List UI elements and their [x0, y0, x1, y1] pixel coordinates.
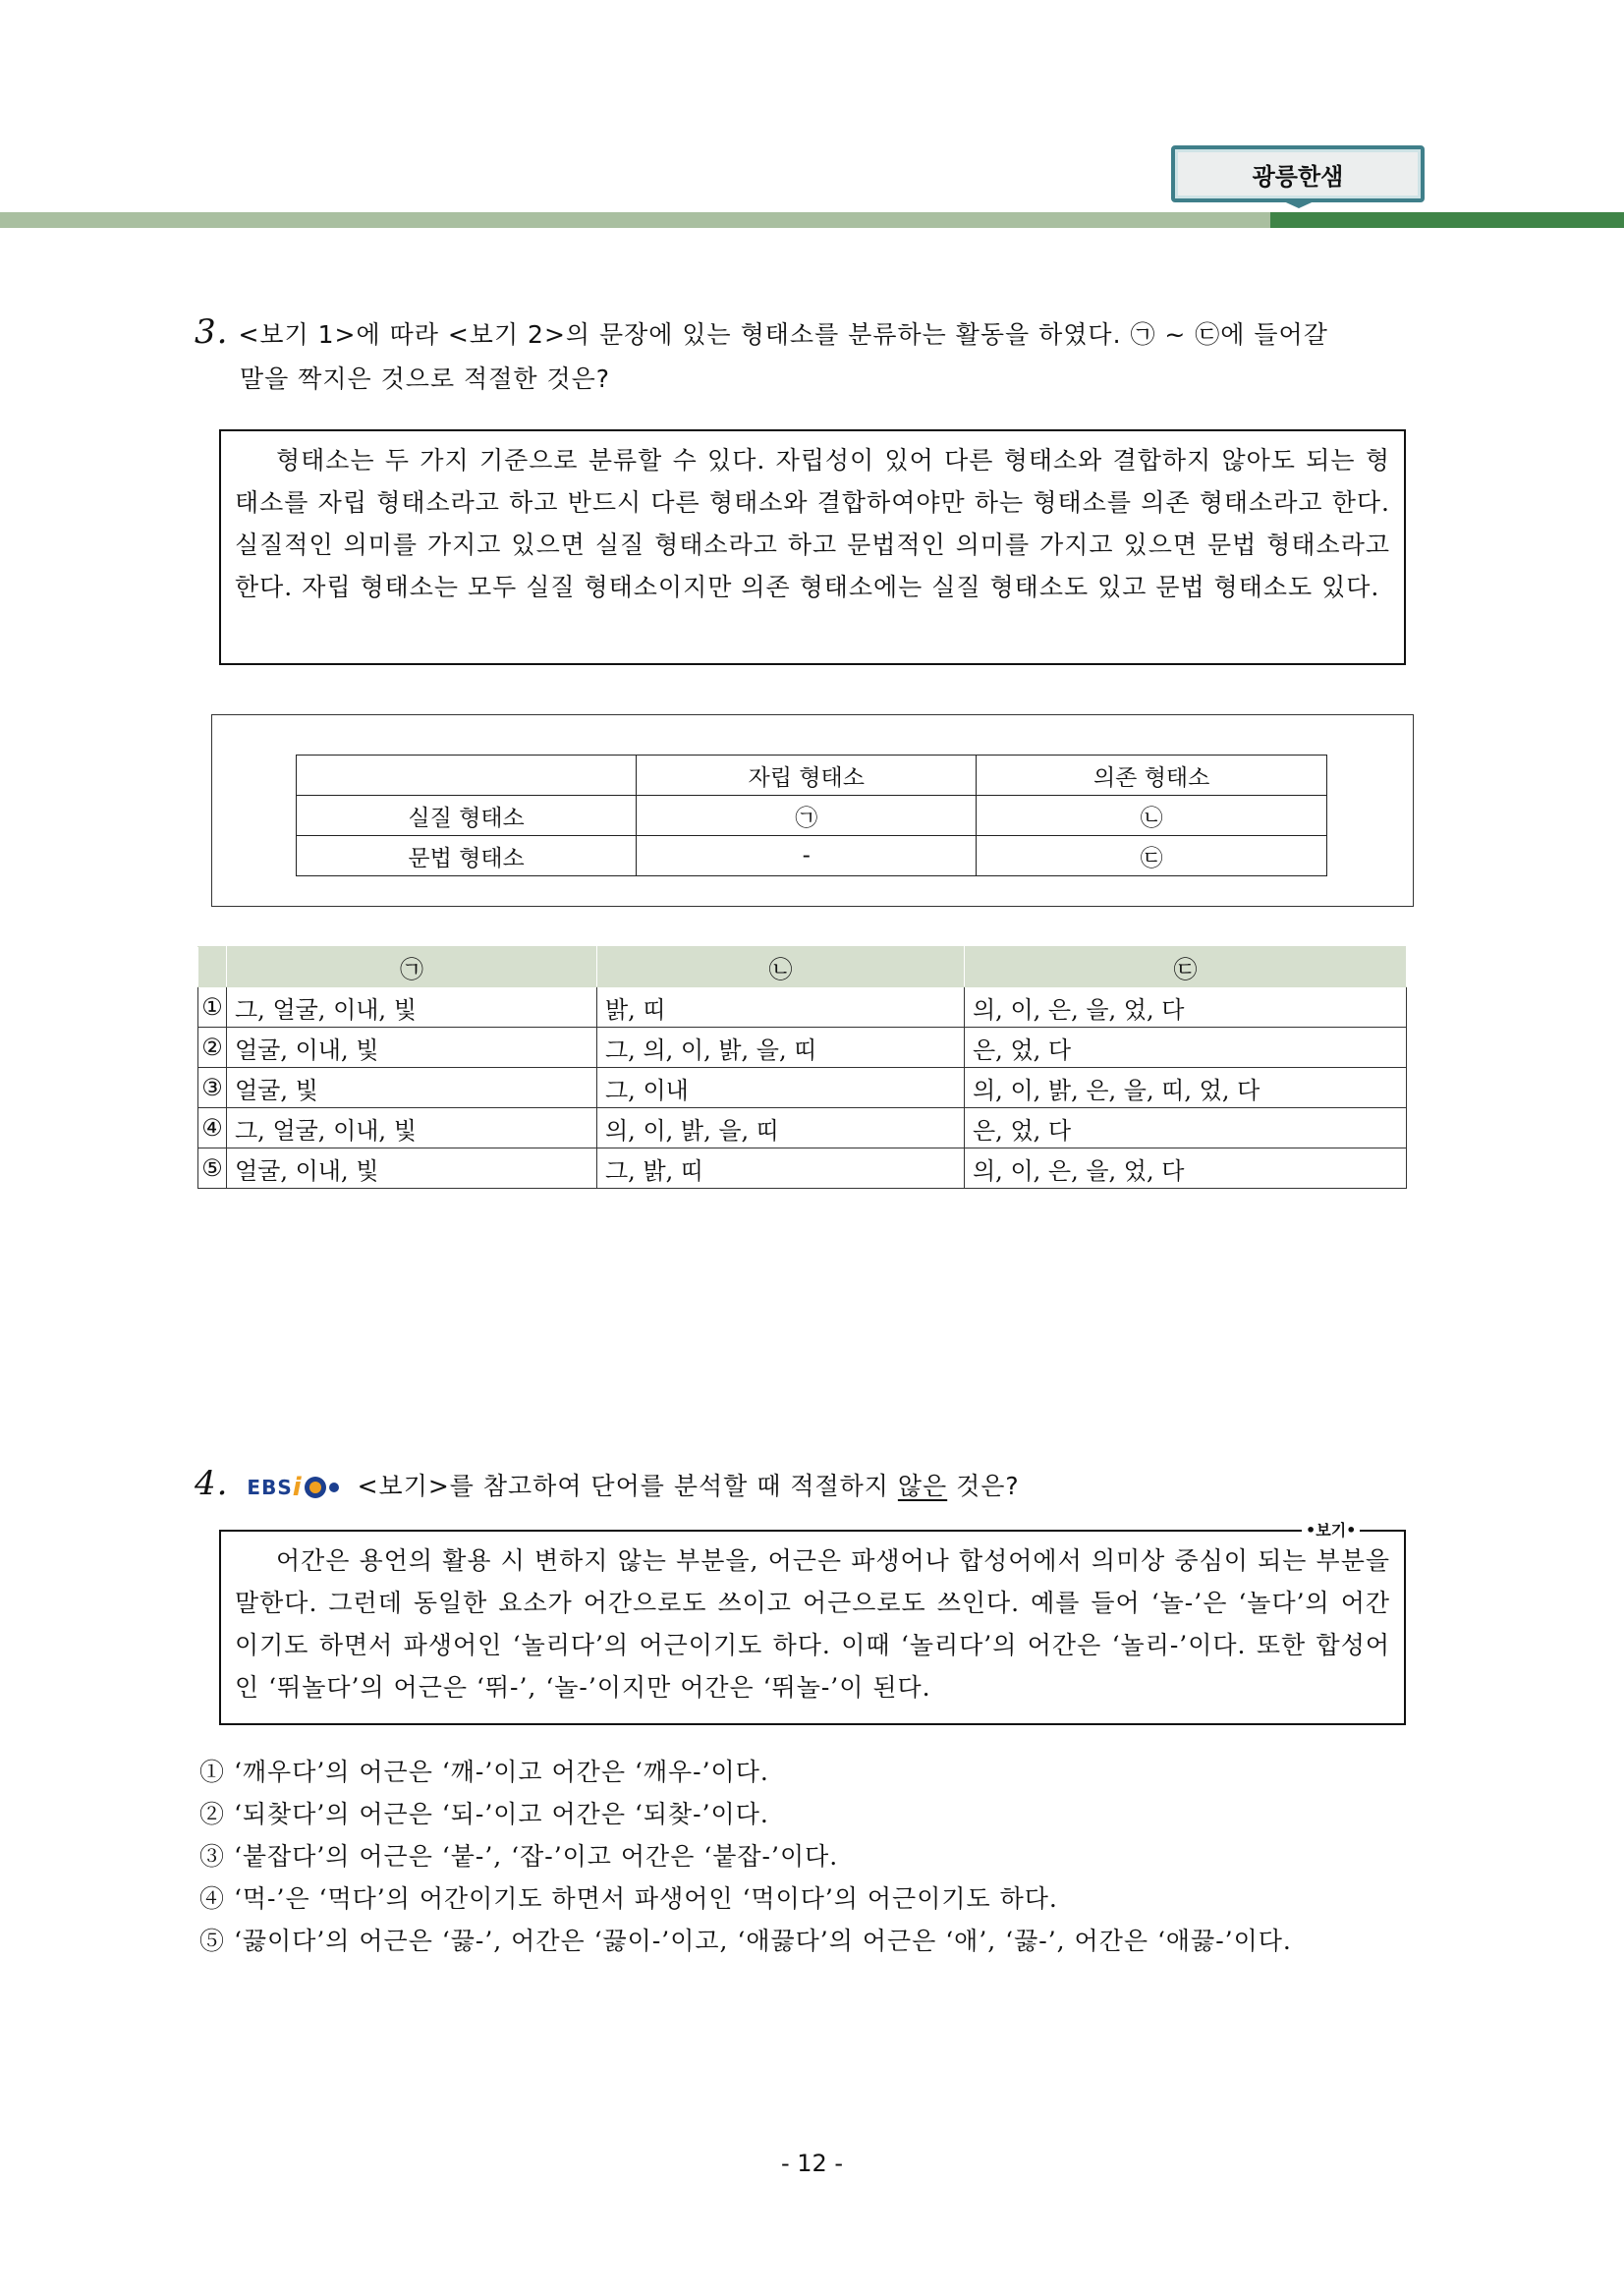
- option-cell: 얼굴, 빛: [227, 1068, 597, 1108]
- option-cell: 그, 얼굴, 이내, 빛: [227, 1108, 597, 1148]
- options-header-cell: [198, 947, 227, 987]
- table-cell: 문법 형태소: [297, 836, 637, 876]
- table-cell: -: [637, 836, 977, 876]
- table-header-row: [297, 756, 1327, 796]
- badge-label: 광릉한샘: [1252, 162, 1344, 191]
- option-cell: 은, 었, 다: [965, 1028, 1407, 1068]
- option-row-2[interactable]: [198, 1028, 1407, 1068]
- options-header-cell: ㉢: [965, 947, 1407, 987]
- choice-2[interactable]: ② ‘되찾다’의 어근은 ‘되-’이고 어간은 ‘되찾-’이다.: [199, 1800, 769, 1828]
- table-cell: 실질 형태소: [297, 796, 637, 836]
- option-cell: 의, 이, 은, 을, 었, 다: [965, 1148, 1407, 1189]
- ebsi-logo-icon: EBS i: [247, 1466, 338, 1510]
- option-cell: 얼굴, 이내, 빛: [227, 1148, 597, 1189]
- q3-bogi1-text: 형태소는 두 가지 기준으로 분류할 수 있다. 자립성이 있어 다른 형태소와 결합하지 않아도 되는 형태소를 자립 형태소라고 하고 반드시 다른 형태소와 결합하여야만 하는 형태소를 의존 형태소라고 한다. 실질적인 의미를 가지고 있으면 실질 형태소라고 하고 문법적인 의미를 가지고 있으면 문법 형태소라고 한다. 자립 형태소는 모두 실질 형태소이지만 의존 형태소에는 실질 형태소도 있고 문법 형태소도 있다.: [235, 446, 1390, 601]
- q4-number: 4.: [195, 1464, 229, 1503]
- option-cell: 은, 었, 다: [965, 1108, 1407, 1148]
- option-cell: 의, 이, 밝, 은, 을, 띠, 었, 다: [965, 1068, 1407, 1108]
- table-row: [297, 796, 1327, 836]
- bogi-tag-label: 보기: [1316, 1521, 1347, 1540]
- option-number[interactable]: ③: [198, 1068, 227, 1108]
- q4-bogi-text: 어간은 용언의 활용 시 변하지 않는 부분을, 어근은 파생어나 합성어에서 의미상 중심이 되는 부분을 말한다. 그런데 동일한 요소가 어간으로도 쓰이고 어근으로도 쓰인다. 예를 들어 ‘놀-’은 ‘놀다’의 어간이기도 하면서 파생어인 ‘놀리다’의 어근이기도 하다. 이때 ‘놀리다’의 어간은 ‘놀리-’이다. 또한 합성어인 ‘뛰놀다’의 어근은 ‘뛰-’, ‘놀-’이지만 어간은 ‘뛰놀-’이 된다.: [235, 1546, 1390, 1702]
- header-bar-light: [0, 212, 1270, 228]
- bogi-tag: •보기•: [1302, 1518, 1360, 1540]
- option-row-5[interactable]: [198, 1148, 1407, 1189]
- options-header-cell: ㉠: [227, 947, 597, 987]
- page-number: - 12 -: [780, 2150, 844, 2177]
- table-cell: ㉠: [637, 796, 977, 836]
- table-cell: ㉡: [977, 796, 1327, 836]
- option-cell: 의, 이, 은, 을, 었, 다: [965, 987, 1407, 1028]
- option-row-1[interactable]: [198, 987, 1407, 1028]
- header-bar-dark: [1270, 212, 1624, 228]
- q3-bogi1-box: [219, 429, 1406, 665]
- choice-1[interactable]: ① ‘깨우다’의 어근은 ‘깨-’이고 어간은 ‘깨우-’이다.: [199, 1758, 769, 1786]
- option-number[interactable]: ①: [198, 987, 227, 1028]
- choice-5[interactable]: ⑤ ‘끓이다’의 어근은 ‘끓-’, 어간은 ‘끓이-’이고, ‘애끓다’의 어근은 ‘애’, ‘끓-’, 어간은 ‘애끓-’이다.: [199, 1927, 1292, 1955]
- q3-title-line1: <보기 1>에 따라 <보기 2>의 문장에 있는 형태소를 분류하는 활동을 하였다. ㉠ ~ ㉢에 들어갈: [238, 320, 1328, 349]
- option-number[interactable]: ④: [198, 1108, 227, 1148]
- option-cell: 그, 의, 이, 밝, 을, 띠: [597, 1028, 965, 1068]
- option-row-4[interactable]: [198, 1108, 1407, 1148]
- option-cell: 밝, 띠: [597, 987, 965, 1028]
- option-cell: 그, 얼굴, 이내, 빛: [227, 987, 597, 1028]
- option-cell: 그, 밝, 띠: [597, 1148, 965, 1189]
- table-header-cell: 자립 형태소: [637, 756, 977, 796]
- option-number[interactable]: ⑤: [198, 1148, 227, 1189]
- table-cell: ㉢: [977, 836, 1327, 876]
- q4-title-pre: <보기>를 참고하여 단어를 분석할 때 적절하지: [357, 1472, 898, 1500]
- table-header-cell: 의존 형태소: [977, 756, 1327, 796]
- q4-title-post: 것은?: [947, 1472, 1020, 1500]
- options-header-row: [198, 947, 1407, 987]
- header-badge: [1171, 145, 1425, 202]
- q4-bogi-box: [219, 1530, 1406, 1725]
- choice-4[interactable]: ④ ‘먹-’은 ‘먹다’의 어간이기도 하면서 파생어인 ‘먹이다’의 어근이기도 하다.: [199, 1884, 1058, 1913]
- option-number[interactable]: ②: [198, 1028, 227, 1068]
- table-row: [297, 836, 1327, 876]
- q3-title: [195, 310, 1432, 401]
- q3-number: 3.: [195, 312, 229, 352]
- q3-title-line2: 말을 짝지은 것으로 적절한 것은?: [240, 364, 611, 393]
- option-cell: 얼굴, 이내, 빛: [227, 1028, 597, 1068]
- q3-options-table: [197, 946, 1407, 1189]
- q3-bogi2-table: [296, 755, 1327, 876]
- options-header-cell: ㉡: [597, 947, 965, 987]
- option-cell: 의, 이, 밝, 을, 띠: [597, 1108, 965, 1148]
- q3-bogi2-box: [211, 714, 1414, 907]
- option-cell: 그, 이내: [597, 1068, 965, 1108]
- q4-title-underlined: 않은: [897, 1472, 948, 1500]
- q4-choices: [199, 1751, 1437, 1962]
- choice-3[interactable]: ③ ‘붙잡다’의 어근은 ‘붙-’, ‘잡-’이고 어간은 ‘붙잡-’이다.: [199, 1842, 839, 1871]
- table-header-cell: [297, 756, 637, 796]
- badge-tip: [1277, 198, 1320, 208]
- q4-title: [195, 1462, 1432, 1510]
- option-row-3[interactable]: [198, 1068, 1407, 1108]
